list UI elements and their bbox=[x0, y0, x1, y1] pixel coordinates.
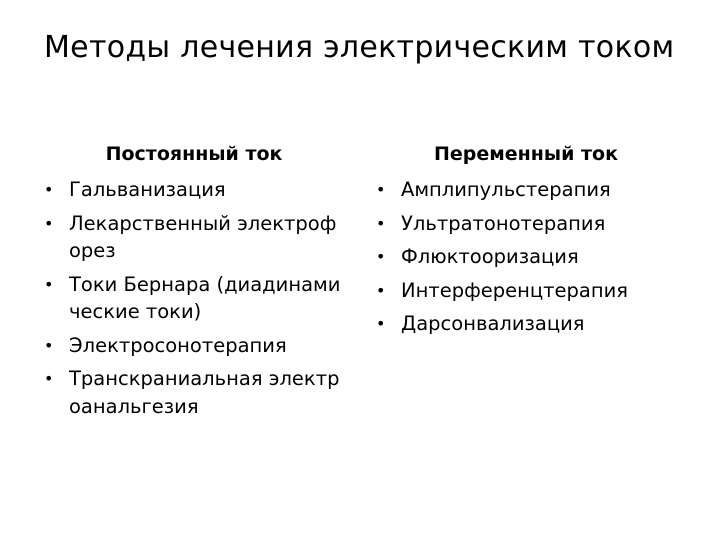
bullet-icon: • bbox=[376, 213, 386, 233]
list-item-text: Токи Бернара (диадинамические токи) bbox=[69, 272, 341, 323]
bullet-icon: • bbox=[376, 280, 386, 300]
list-item bbox=[44, 271, 341, 326]
list-item bbox=[44, 176, 341, 204]
list-item-text: Флюктооризация bbox=[401, 245, 579, 268]
column-alternating-current bbox=[376, 136, 676, 344]
bullet-list bbox=[376, 176, 676, 338]
list-item-text: Дарсонвализация bbox=[401, 312, 585, 335]
list-item-text: Транскраниальная электроанальгезия bbox=[69, 367, 340, 418]
list-item bbox=[376, 176, 669, 204]
bullet-icon: • bbox=[44, 213, 54, 233]
bullet-list bbox=[44, 176, 344, 420]
column-direct-current bbox=[44, 136, 344, 426]
list-item-text: Электросонотерапия bbox=[69, 333, 287, 357]
bullet-icon: • bbox=[376, 314, 386, 333]
slide-title: Методы лечения электрическим током bbox=[44, 30, 675, 65]
bullet-icon: • bbox=[44, 369, 54, 388]
list-item-text: Ультратонотерапия bbox=[401, 211, 606, 235]
list-item-text: Амплипульстерапия bbox=[401, 178, 611, 201]
list-item-text: Лекарственный электрофорез bbox=[69, 211, 337, 262]
column-heading: Постоянный ток bbox=[105, 143, 283, 165]
list-item bbox=[376, 210, 669, 238]
bullet-icon: • bbox=[44, 180, 54, 199]
bullet-icon: • bbox=[376, 180, 386, 199]
list-item-text: Интерференцтерапия bbox=[401, 278, 628, 302]
list-item-text: Гальванизация bbox=[69, 178, 226, 201]
bullet-icon: • bbox=[376, 247, 386, 266]
bullet-icon: • bbox=[44, 335, 54, 355]
list-item bbox=[44, 365, 341, 420]
bullet-icon: • bbox=[44, 274, 54, 294]
list-item bbox=[376, 310, 669, 338]
list-item bbox=[44, 332, 341, 360]
list-item bbox=[376, 277, 669, 305]
column-heading: Переменный ток bbox=[433, 143, 619, 165]
list-item bbox=[376, 243, 669, 271]
list-item bbox=[44, 210, 341, 265]
